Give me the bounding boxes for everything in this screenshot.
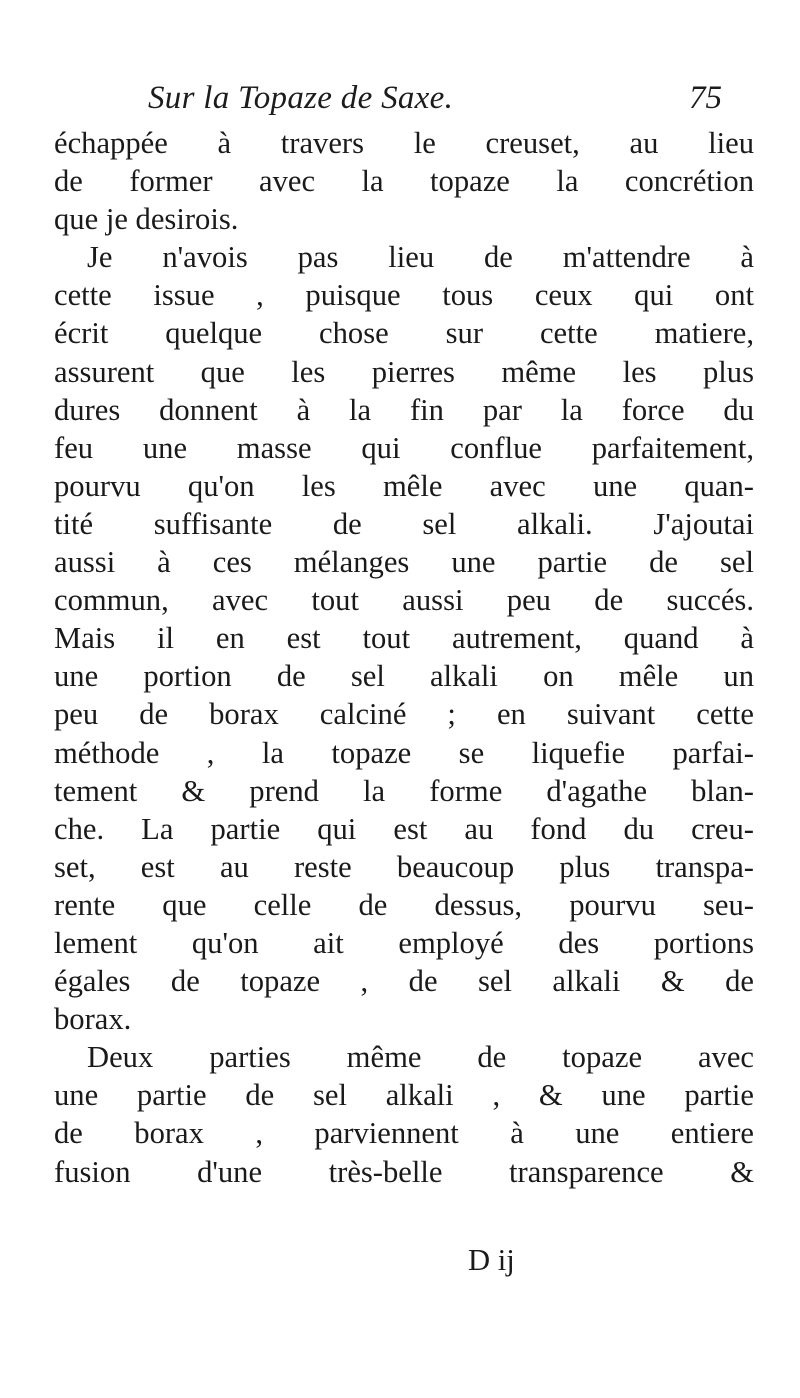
- text-line: dures donnent à la fin par la force du: [54, 392, 754, 427]
- text-line: pourvu qu'on les mêle avec une quan-: [54, 468, 754, 503]
- text-line: échappée à travers le creuset, au lieu: [54, 126, 754, 160]
- text-line: méthode , la topaze se liquefie parfai-: [54, 735, 754, 770]
- signature-mark: D ij: [468, 1243, 515, 1277]
- text-line: commun, avec tout aussi peu de succés.: [54, 583, 754, 618]
- text-line: de former avec la topaze la concrétion: [54, 164, 754, 199]
- text-line: lement qu'on ait employé des portions: [54, 925, 754, 960]
- text-line: écrit quelque chose sur cette matiere,: [54, 316, 754, 351]
- text-line: che. La partie qui est au fond du creu-: [54, 811, 754, 846]
- text-line: assurent que les pierres même les plus: [54, 354, 754, 389]
- text-line: rente que celle de dessus, pourvu seu-: [54, 887, 754, 922]
- running-title: Sur la Topaze de Saxe.: [148, 80, 454, 116]
- text-line: peu de borax calciné ; en suivant cette: [54, 697, 754, 732]
- text-line: une partie de sel alkali , & une partie: [54, 1078, 754, 1113]
- text-line: borax.: [54, 1002, 132, 1037]
- text-line: set, est au reste beaucoup plus transpa-: [54, 849, 754, 884]
- text-line: Mais il en est tout autrement, quand à: [54, 621, 754, 656]
- text-line: de borax , parviennent à une entiere: [54, 1116, 754, 1151]
- text-line: égales de topaze , de sel alkali & de: [54, 964, 754, 999]
- text-line: tité suffisante de sel alkali. J'ajoutai: [54, 506, 754, 541]
- text-line: fusion d'une très-belle transparence &: [54, 1154, 754, 1189]
- text-line: feu une masse qui conflue parfaitement,: [54, 430, 754, 465]
- text-line: aussi à ces mélanges une partie de sel: [54, 545, 754, 580]
- text-line: une portion de sel alkali on mêle un: [54, 659, 754, 694]
- body-text: [54, 124, 754, 1191]
- text-line: Je n'avois pas lieu de m'attendre à: [87, 240, 754, 275]
- page-number: 75: [689, 80, 722, 116]
- text-line: cette issue , puisque tous ceux qui ont: [54, 278, 754, 313]
- text-line: tement & prend la forme d'agathe blan-: [54, 773, 754, 808]
- text-line: Deux parties même de topaze avec: [87, 1040, 754, 1075]
- page-header: [148, 74, 722, 122]
- text-line: que je desirois.: [54, 202, 239, 237]
